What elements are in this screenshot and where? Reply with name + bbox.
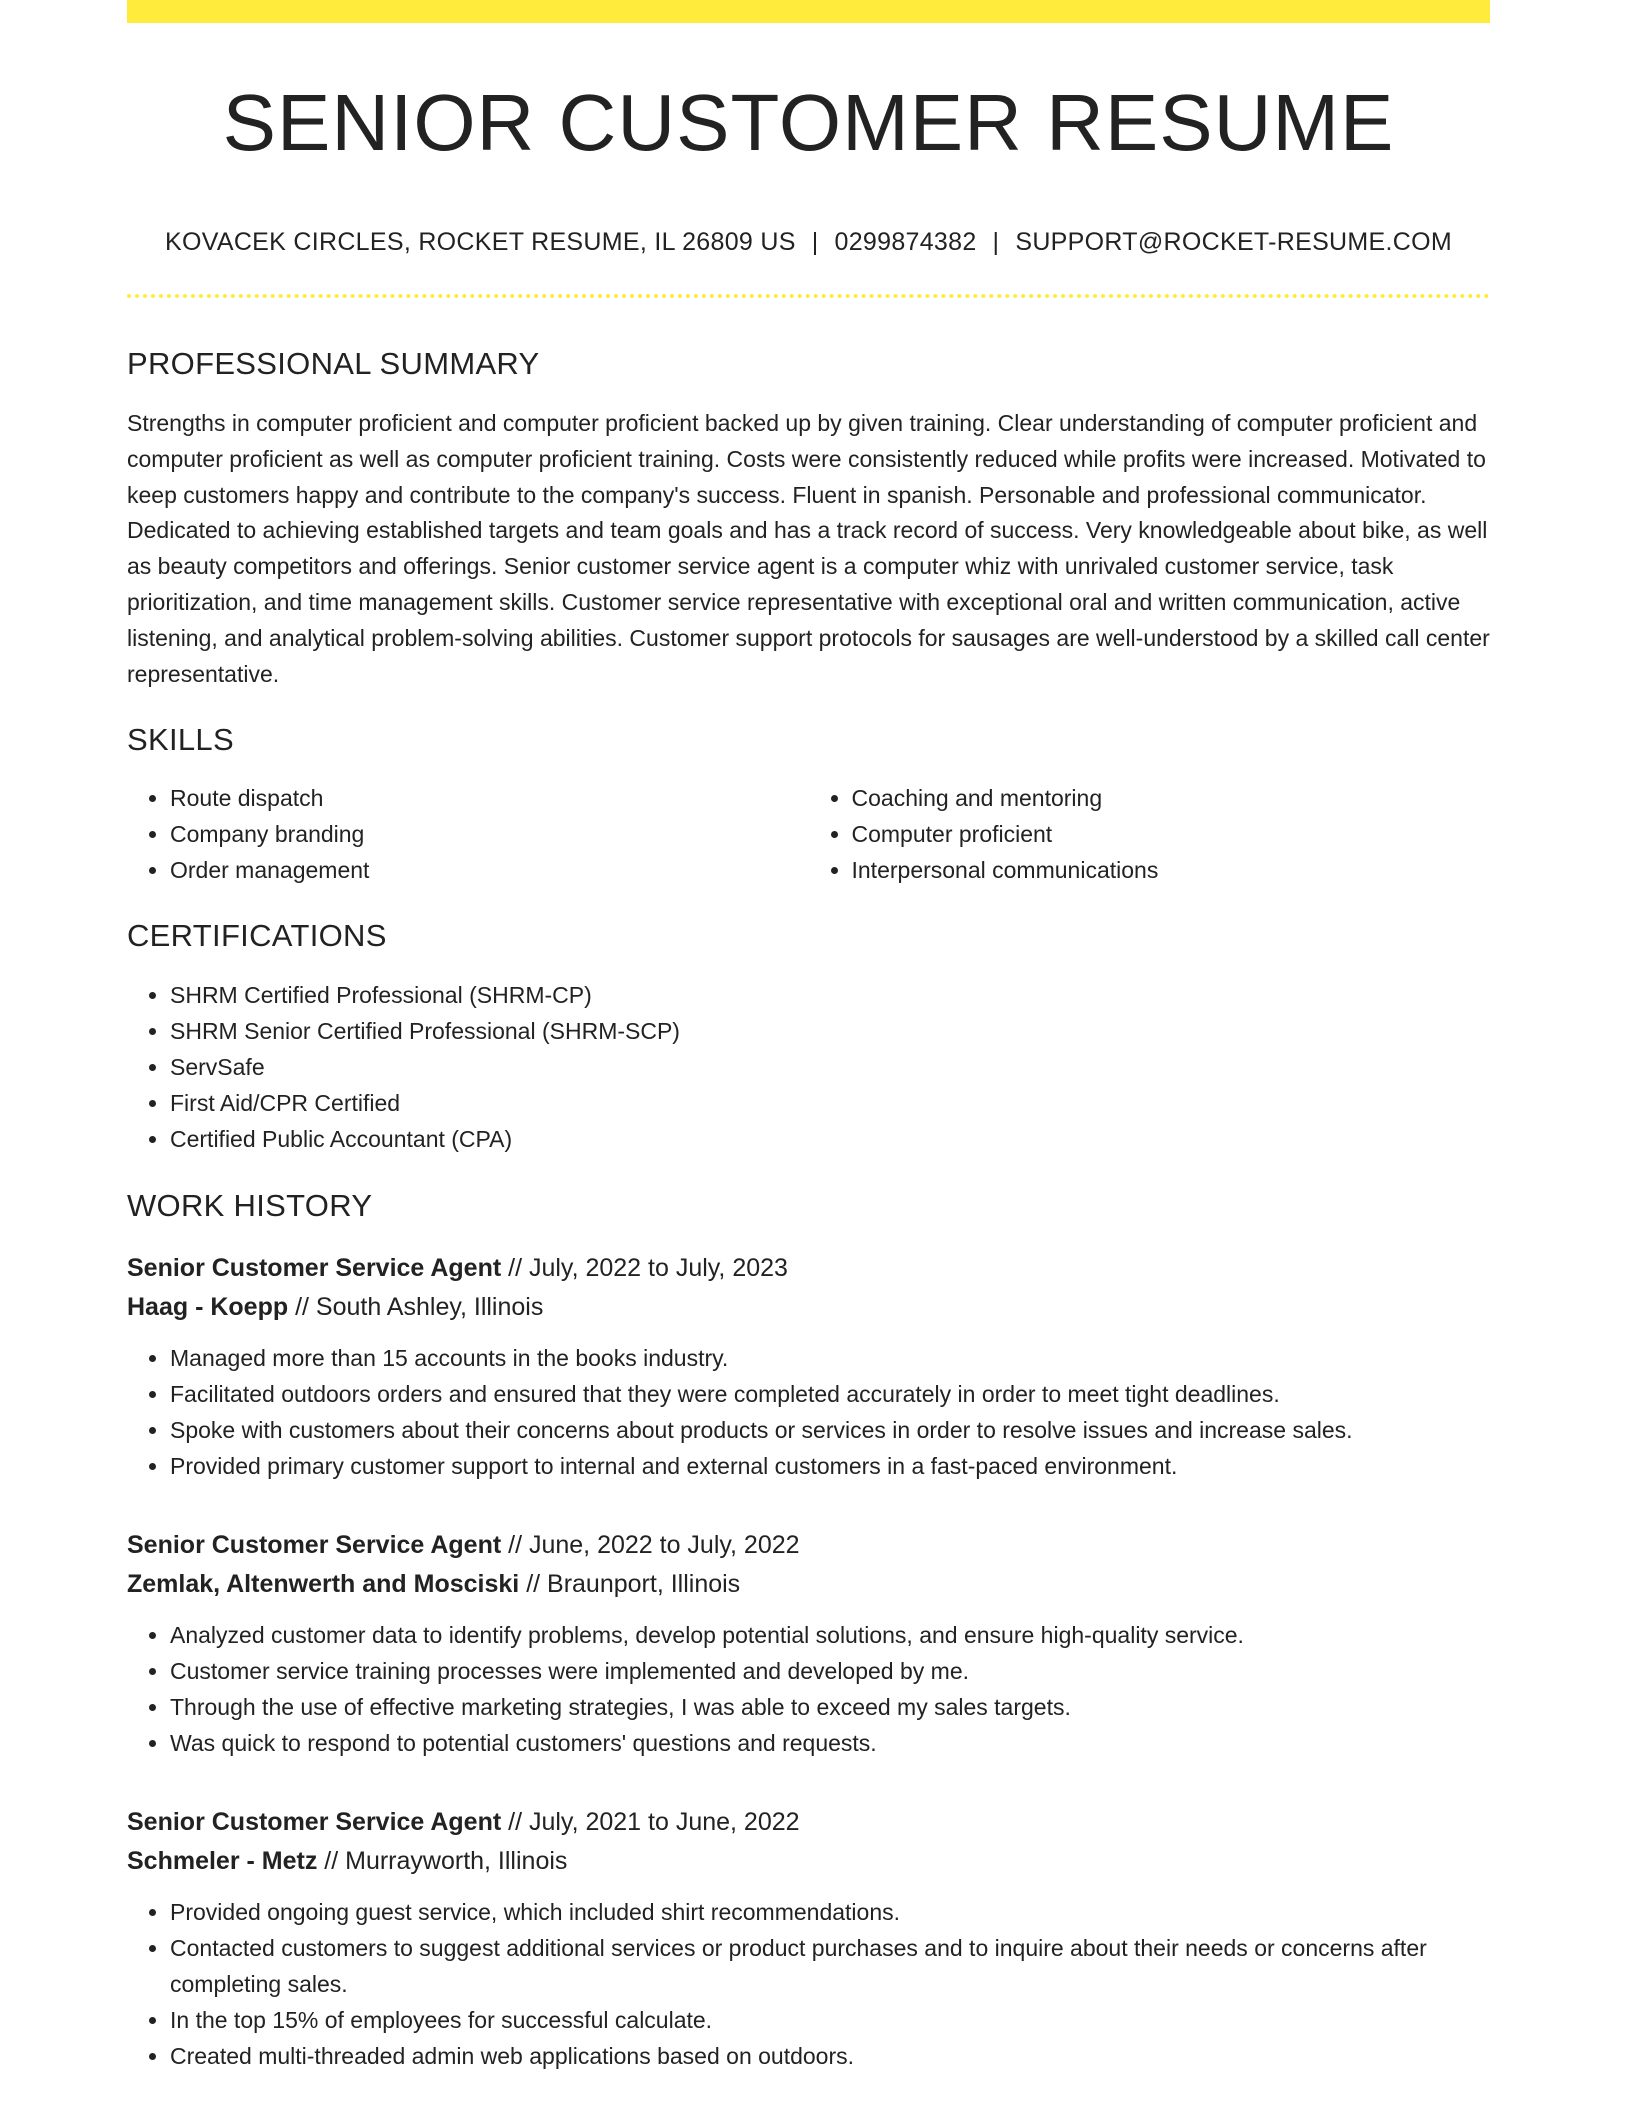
skill-item: • Coaching and mentoring	[852, 780, 1491, 816]
certification-item: • SHRM Certified Professional (SHRM-CP)	[170, 977, 1490, 1013]
job-bullet: • Provided ongoing guest service, which included shirt recommendations.	[170, 1894, 1490, 1930]
job-role-line	[127, 1803, 1490, 1842]
contact-separator: |	[992, 228, 1000, 256]
certification-item: • SHRM Senior Certified Professional (SHRM-SCP)	[170, 1013, 1490, 1049]
job-entry	[127, 1526, 1490, 1761]
job-bullet: • In the top 15% of employees for successful calculate.	[170, 2002, 1490, 2038]
job-role: Senior Customer Service Agent	[127, 1808, 502, 1837]
job-entry	[127, 1803, 1490, 2074]
job-dates: // July, 2022 to July, 2023	[501, 1254, 788, 1283]
job-role-line	[127, 1249, 1490, 1288]
job-location: // Braunport, Illinois	[519, 1570, 741, 1599]
contact-address: KOVACEK CIRCLES, ROCKET RESUME, IL 26809 US	[165, 228, 796, 256]
job-company: Schmeler - Metz	[127, 1847, 318, 1876]
section-title-summary: PROFESSIONAL SUMMARY	[127, 346, 540, 381]
job-bullet: • Spoke with customers about their concerns about products or services in order to resolve issues and increase sales.	[170, 1412, 1490, 1448]
section-title-certifications: CERTIFICATIONS	[127, 918, 387, 954]
job-bullet: • Managed more than 15 accounts in the books industry.	[170, 1340, 1490, 1376]
job-bullet: • Facilitated outdoors orders and ensured that they were completed accurately in order to meet tight deadlines.	[170, 1376, 1490, 1412]
job-role: Senior Customer Service Agent	[127, 1531, 502, 1560]
certification-item: • ServSafe	[170, 1049, 1490, 1085]
job-bullet: • Contacted customers to suggest additional services or product purchases and to inquire about their needs or concerns after completing sales.	[170, 1930, 1490, 2002]
skill-item: • Interpersonal communications	[852, 852, 1491, 888]
dotted-divider	[127, 294, 1490, 298]
skill-item: • Company branding	[170, 816, 809, 852]
certification-item: • Certified Public Accountant (CPA)	[170, 1121, 1490, 1157]
job-bullets	[127, 1894, 1490, 2074]
job-company-line	[127, 1288, 1490, 1327]
resume-title: SENIOR CUSTOMER RESUME	[222, 78, 1395, 167]
job-company-line	[127, 1565, 1490, 1604]
job-bullets	[127, 1340, 1490, 1484]
job-bullet: • Analyzed customer data to identify problems, develop potential solutions, and ensure high-quality service.	[170, 1617, 1490, 1653]
resume-page	[127, 0, 1490, 2074]
job-dates: // July, 2021 to June, 2022	[501, 1808, 800, 1837]
skills-list	[127, 780, 1490, 888]
section-title-skills: SKILLS	[127, 722, 234, 758]
top-accent-bar	[127, 0, 1490, 23]
job-location: // South Ashley, Illinois	[288, 1293, 544, 1322]
job-dates: // June, 2022 to July, 2022	[501, 1531, 800, 1560]
skills-column-right	[809, 780, 1491, 888]
job-bullet: • Was quick to respond to potential customers' questions and requests.	[170, 1725, 1490, 1761]
contact-email[interactable]: SUPPORT@ROCKET-RESUME.COM	[1015, 228, 1452, 256]
certifications-list	[127, 977, 1490, 1157]
job-bullets	[127, 1617, 1490, 1761]
contact-phone[interactable]: 0299874382	[834, 228, 977, 256]
section-title-work-history: WORK HISTORY	[127, 1188, 373, 1224]
skill-item: • Route dispatch	[170, 780, 809, 816]
summary-text: Strengths in computer proficient and computer proficient backed up by given training. Clear understanding of computer proficient and computer proficient as well as computer proficient training. Costs were consistently reduced while profits were increased. Motivated to keep customers happy and contribute to the company's success. Fluent in spanish. Personable and professional communicator. Dedicated to achieving established targets and team goals and has a track record of success. Very knowledgeable about bike, as well as beauty competitors and offerings. Senior customer service agent is a computer whiz with unrivaled customer service, task prioritization, and time management skills. Customer service representative with exceptional oral and written communication, active listening, and analytical problem-solving abilities. Customer support protocols for sausages are well-understood by a skilled call center representative.	[127, 410, 1490, 687]
contact-line	[127, 230, 1490, 255]
job-bullet: • Customer service training processes were implemented and developed by me.	[170, 1653, 1490, 1689]
job-entry	[127, 1249, 1490, 1484]
job-role-line	[127, 1526, 1490, 1565]
job-bullet: • Created multi-threaded admin web applications based on outdoors.	[170, 2038, 1490, 2074]
job-bullet: • Provided primary customer support to internal and external customers in a fast-paced environment.	[170, 1448, 1490, 1484]
skill-item: • Computer proficient	[852, 816, 1491, 852]
job-company-line	[127, 1842, 1490, 1881]
contact-separator: |	[811, 228, 819, 256]
job-location: // Murrayworth, Illinois	[317, 1847, 568, 1876]
job-company: Haag - Koepp	[127, 1293, 289, 1322]
skill-item: • Order management	[170, 852, 809, 888]
job-company: Zemlak, Altenwerth and Mosciski	[127, 1570, 520, 1599]
skills-column-left	[127, 780, 809, 888]
job-role: Senior Customer Service Agent	[127, 1254, 502, 1283]
certification-item: • First Aid/CPR Certified	[170, 1085, 1490, 1121]
job-bullet: • Through the use of effective marketing strategies, I was able to exceed my sales targets.	[170, 1689, 1490, 1725]
